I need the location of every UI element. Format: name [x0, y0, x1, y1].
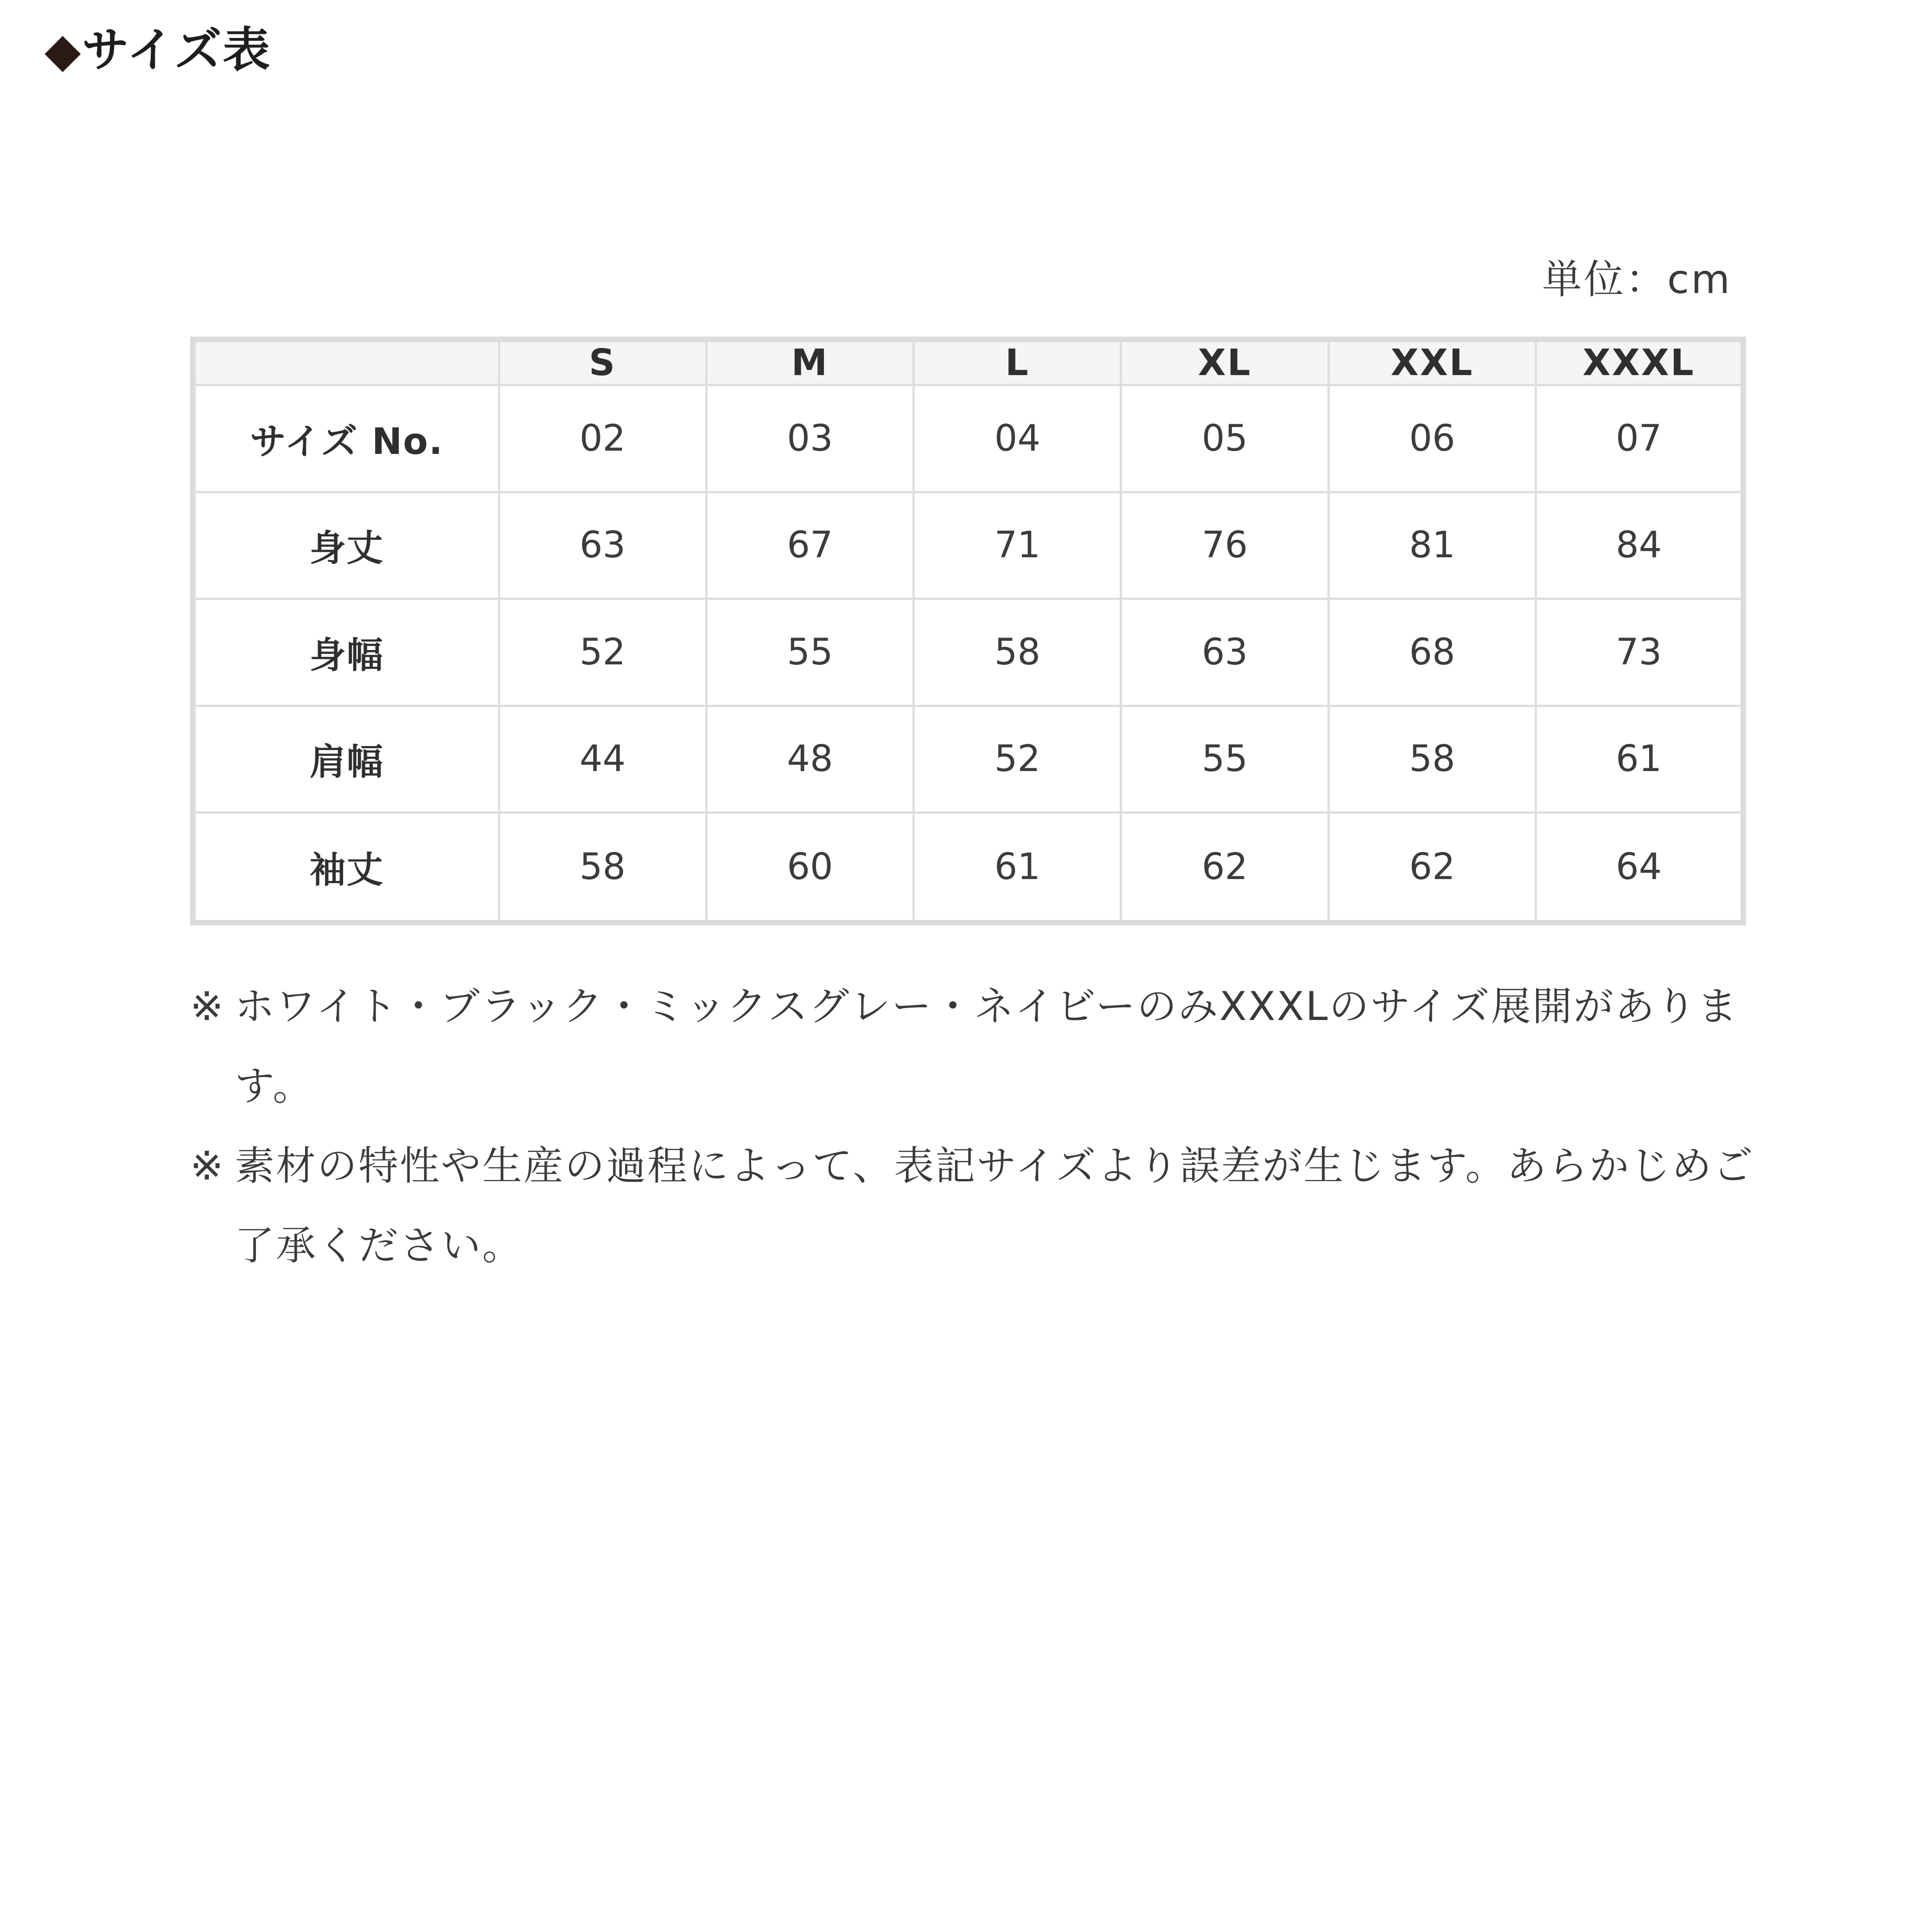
table-cell: 04 — [914, 385, 1121, 492]
table-cell: 55 — [706, 599, 913, 706]
table-cell: 55 — [1121, 706, 1328, 813]
table-cell: 06 — [1328, 385, 1536, 492]
table-cell: 44 — [499, 706, 706, 813]
table-cell: 63 — [1121, 599, 1328, 706]
note-mark: ※ — [190, 983, 225, 1030]
table-cell: 52 — [499, 599, 706, 706]
size-table-body — [193, 385, 1743, 923]
table-cell: 63 — [499, 492, 706, 599]
header-size-xl: XL — [1121, 339, 1328, 385]
table-cell: 84 — [1536, 492, 1743, 599]
table-cell: 62 — [1121, 813, 1328, 923]
table-row — [193, 385, 1743, 492]
header-size-s: S — [499, 339, 706, 385]
table-cell: 58 — [914, 599, 1121, 706]
size-table-header — [193, 339, 1743, 385]
header-size-xxxl: XXXL — [1536, 339, 1743, 385]
table-row — [193, 813, 1743, 923]
table-cell: 76 — [1121, 492, 1328, 599]
table-cell: 67 — [706, 492, 913, 599]
table-cell: 81 — [1328, 492, 1536, 599]
row-label-sleeve-length: 袖丈 — [193, 813, 499, 923]
diamond-icon: ◆ — [45, 23, 82, 78]
table-cell: 52 — [914, 706, 1121, 813]
header-size-xxl: XXL — [1328, 339, 1536, 385]
header-size-m: M — [706, 339, 913, 385]
notes — [190, 967, 1757, 1286]
table-cell: 07 — [1536, 385, 1743, 492]
note-mark: ※ — [190, 1143, 225, 1189]
table-cell: 60 — [706, 813, 913, 923]
table-row — [193, 492, 1743, 599]
unit-label: 単位：cm — [1542, 256, 1732, 303]
row-label-shoulder-width: 肩幅 — [193, 706, 499, 813]
table-cell: 61 — [914, 813, 1121, 923]
row-label-body-length: 身丈 — [193, 492, 499, 599]
header-empty-cell — [193, 339, 499, 385]
row-label-body-width: 身幅 — [193, 599, 499, 706]
note-text: ホワイト・ブラック・ミックスグレー・ネイビーのみXXXLのサイズ展開があります。 — [235, 983, 1739, 1109]
table-cell: 02 — [499, 385, 706, 492]
page-title-text: サイズ表 — [82, 23, 271, 78]
table-row — [193, 599, 1743, 706]
table-cell: 03 — [706, 385, 913, 492]
size-table — [190, 337, 1746, 925]
table-cell: 68 — [1328, 599, 1536, 706]
table-cell: 61 — [1536, 706, 1743, 813]
page-title — [45, 23, 271, 78]
table-cell: 62 — [1328, 813, 1536, 923]
table-cell: 71 — [914, 492, 1121, 599]
table-cell: 73 — [1536, 599, 1743, 706]
table-cell: 58 — [499, 813, 706, 923]
table-header-row — [193, 339, 1743, 385]
note-item — [190, 1126, 1757, 1286]
table-row — [193, 706, 1743, 813]
row-label-size-no: サイズ No. — [193, 385, 499, 492]
table-cell: 48 — [706, 706, 913, 813]
table-cell: 58 — [1328, 706, 1536, 813]
note-item — [190, 967, 1757, 1126]
table-cell: 05 — [1121, 385, 1328, 492]
table-cell: 64 — [1536, 813, 1743, 923]
header-size-l: L — [914, 339, 1121, 385]
note-text: 素材の特性や生産の過程によって、表記サイズより誤差が生じます。あらかじめご了承ください。 — [235, 1143, 1754, 1269]
